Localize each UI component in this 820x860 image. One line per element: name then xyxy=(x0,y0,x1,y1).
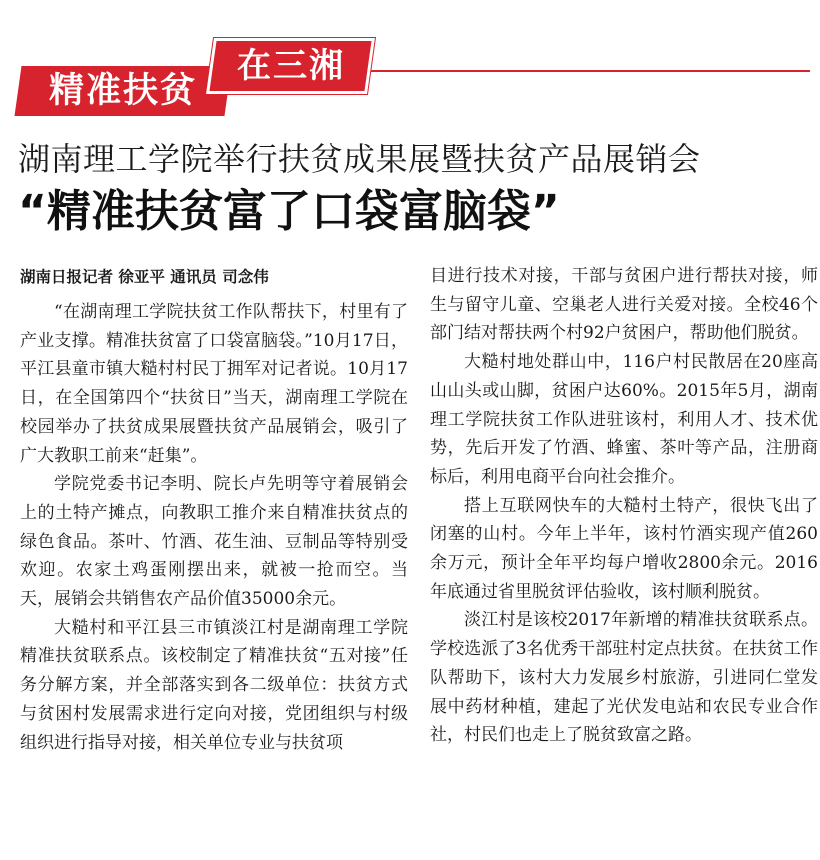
paragraph: 搭上互联网快车的大糙村土特产，很快飞出了闭塞的山村。今年上半年，该村竹酒实现产值260余万元，预计全年平均每户增收2800余元。2016年底通过省里脱贫评估验收，该村顺利脱贫。 xyxy=(430,495,818,602)
paragraph: 大糙村地处群山中，116户村民散居在20座高山山头或山脚，贫困户达60%。2015年5月，湖南理工学院扶贫工作队进驻该村，利用人才、技术优势，先后开发了竹酒、蜂蜜、茶叶等产品，注册商标后，利用电商平台向社会推介。 xyxy=(430,352,818,487)
paragraph-continued: 目进行技术对接，干部与贫困户进行帮扶对接，师生与留守儿童、空巢老人进行关爱对接。全校46个部门结对帮扶两个村92户贫困户，帮助他们脱贫。 xyxy=(430,266,818,344)
paragraph: 淡江村是该校2017年新增的精准扶贫联系点。学校选派了3名优秀干部驻村定点扶贫。在扶贫工作队帮助下，该村大力发展乡村旅游，引进同仁堂发展中药材种植，建起了光伏发电站和农民专业合作社，村民们也走上了脱贫致富之路。 xyxy=(430,610,818,746)
paragraph: “在湖南理工学院扶贫工作队帮扶下，村里有了产业支撑。精准扶贫富了口袋富脑袋。”10月17日，平江县童市镇大糙村村民丁拥军对记者说。10月17日，在全国第四个“扶贫日”当天，湖南理工学院在校园举办了扶贫成果展暨扶贫产品展销会，吸引了广大教职工前来“赶集”。 xyxy=(20,302,408,466)
article-byline: 湖南日报记者 徐亚平 通讯员 司念伟 xyxy=(20,268,269,286)
article-headline: “精准扶贫富了口袋富脑袋” xyxy=(18,186,560,237)
section-banner xyxy=(0,0,820,130)
article-subtitle: 湖南理工学院举行扶贫成果展暨扶贫产品展销会 xyxy=(18,140,701,178)
paragraph: 学院党委书记李明、院长卢先明等守着展销会上的土特产摊点，向教职工推介来自精准扶贫点的绿色食品。茶叶、竹酒、花生油、豆制品等特别受欢迎。农家土鸡蛋刚摆出来，就被一抢而空。当天，展销会共销售农产品价值35000余元。 xyxy=(20,474,408,610)
paragraph: 大糙村和平江县三市镇淡江村是湖南理工学院精准扶贫联系点。该校制定了精准扶贫“五对接”任务分解方案，并全部落实到各二级单位：扶贫方式与贫困村发展需求进行定向对接，党团组织与村级组织进行指导对接，相关单位专业与扶贫项 xyxy=(20,617,408,753)
article-column-left xyxy=(20,262,408,757)
section-tag-main: 精准扶贫 xyxy=(14,66,231,116)
section-tag-sub: 在三湘 xyxy=(206,38,375,94)
article-column-right xyxy=(430,262,818,750)
